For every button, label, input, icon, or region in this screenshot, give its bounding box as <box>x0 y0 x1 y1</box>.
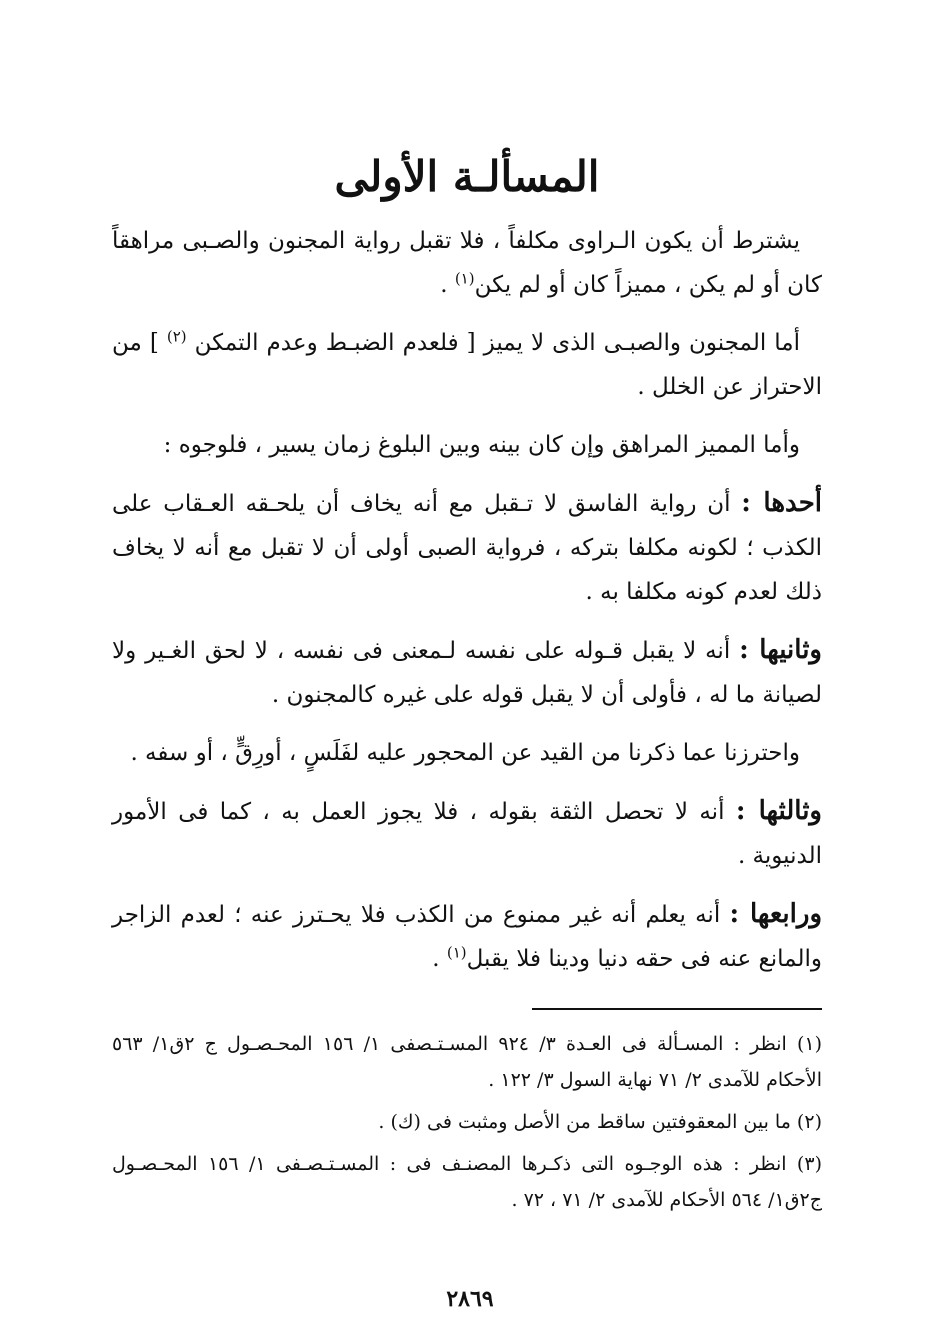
paragraph-5 <box>112 628 822 717</box>
paragraph-text: أما المجنون والصبـى الذى لا يميز [ فلعدم الضبـط وعدم التمكن <box>194 329 800 356</box>
paragraph-text: أن رواية الفاسق لا تـقبل مع أنه يخاف أن يلحـقه العـقاب على الكذب ؛ لكونه مكلفا بتركه ، فرواية الصبى أولى أن لا تقبل مع أنه لا يخاف ذلك لعدم كونه مكلفا به . <box>112 490 822 605</box>
paragraph-tail: ] من الاحتراز عن الخلل . <box>112 329 822 400</box>
paragraph-3 <box>112 423 822 467</box>
footnote-separator <box>532 1008 822 1010</box>
footnote-ref: (١) <box>446 942 467 961</box>
paragraph-text: وأما المميز المراهق وإن كان بينه وبين البلوغ زمان يسير ، فلوجوه : <box>163 431 800 458</box>
paragraph-lead: أحدها : <box>741 487 822 518</box>
paragraph-7 <box>112 789 822 878</box>
paragraph-text: أنه يعلم أنه غير ممنوع من الكذب فلا يحـترز عنه ؛ لعدم الزاجر والمانع عنه فى حقه دنيا ودينا فلا يقبل <box>112 901 822 972</box>
footnote-ref: (٢) <box>166 326 187 345</box>
footnote-ref: (١) <box>454 268 475 287</box>
page-number: ٢٨٦٩ <box>446 1286 494 1312</box>
paragraph-text: أنه لا تحصل الثقة بقوله ، فلا يجوز العمل به ، كما فى الأمور الدنيوية . <box>112 798 822 869</box>
footnote-2: (٢) ما بين المعقوفتين ساقط من الأصل ومثبت فى (ك) . <box>378 1111 822 1133</box>
paragraph-lead: وثانيها : <box>739 634 822 665</box>
paragraph-text: أنه لا يقبل قـوله على نفسه لـمعنى فى نفسه ، لا لحق الغـير ولا لصيانة ما له ، فأولى أن لا يقبل قوله على غيره كالمجنون . <box>112 637 822 708</box>
paragraph-4 <box>112 481 822 614</box>
footnotes <box>112 1026 822 1224</box>
paragraph-8 <box>112 892 822 981</box>
paragraph-tail: . <box>432 945 447 972</box>
paragraph-2 <box>112 321 822 409</box>
paragraph-lead: وثالثها : <box>735 795 822 826</box>
footnote-3: (٣) انظر : هذه الوجـوه التى ذكـرها المصنـف فى : المسـتـصـفى ١/ ١٥٦ المحـصـول ج٢ق١/ ٥٦٤ الأحكام للآمدى ٢/ ٧١ ، ٧٢ . <box>112 1153 822 1211</box>
footnote-1: (١) انظر : المسـألة فى العـدة ٣/ ٩٢٤ المسـتـصفى ١/ ١٥٦ المحـصـول ج ٢ق١/ ٥٦٣ الأحكام للآمدى ٢/ ٧١ نهاية السول ٣/ ١٢٢ . <box>112 1033 823 1091</box>
paragraph-lead: ورابعها : <box>729 898 823 929</box>
paragraph-6 <box>112 731 822 775</box>
paragraph-text: واحترزنا عما ذكرنا من القيد عن المحجور عليه لفَلَسٍ ، أورِقٍّ ، أو سفه . <box>130 739 800 766</box>
paragraph-1 <box>112 219 822 307</box>
page-title: المسألـة الأولى <box>334 152 600 201</box>
paragraph-text: يشترط أن يكون الـراوى مكلفاً ، فلا تقبل رواية المجنون والصـبى مراهقاً كان أو لم يكن ، مميزاً كان أو لم يكن <box>112 227 822 298</box>
paragraph-tail: . <box>440 271 455 298</box>
